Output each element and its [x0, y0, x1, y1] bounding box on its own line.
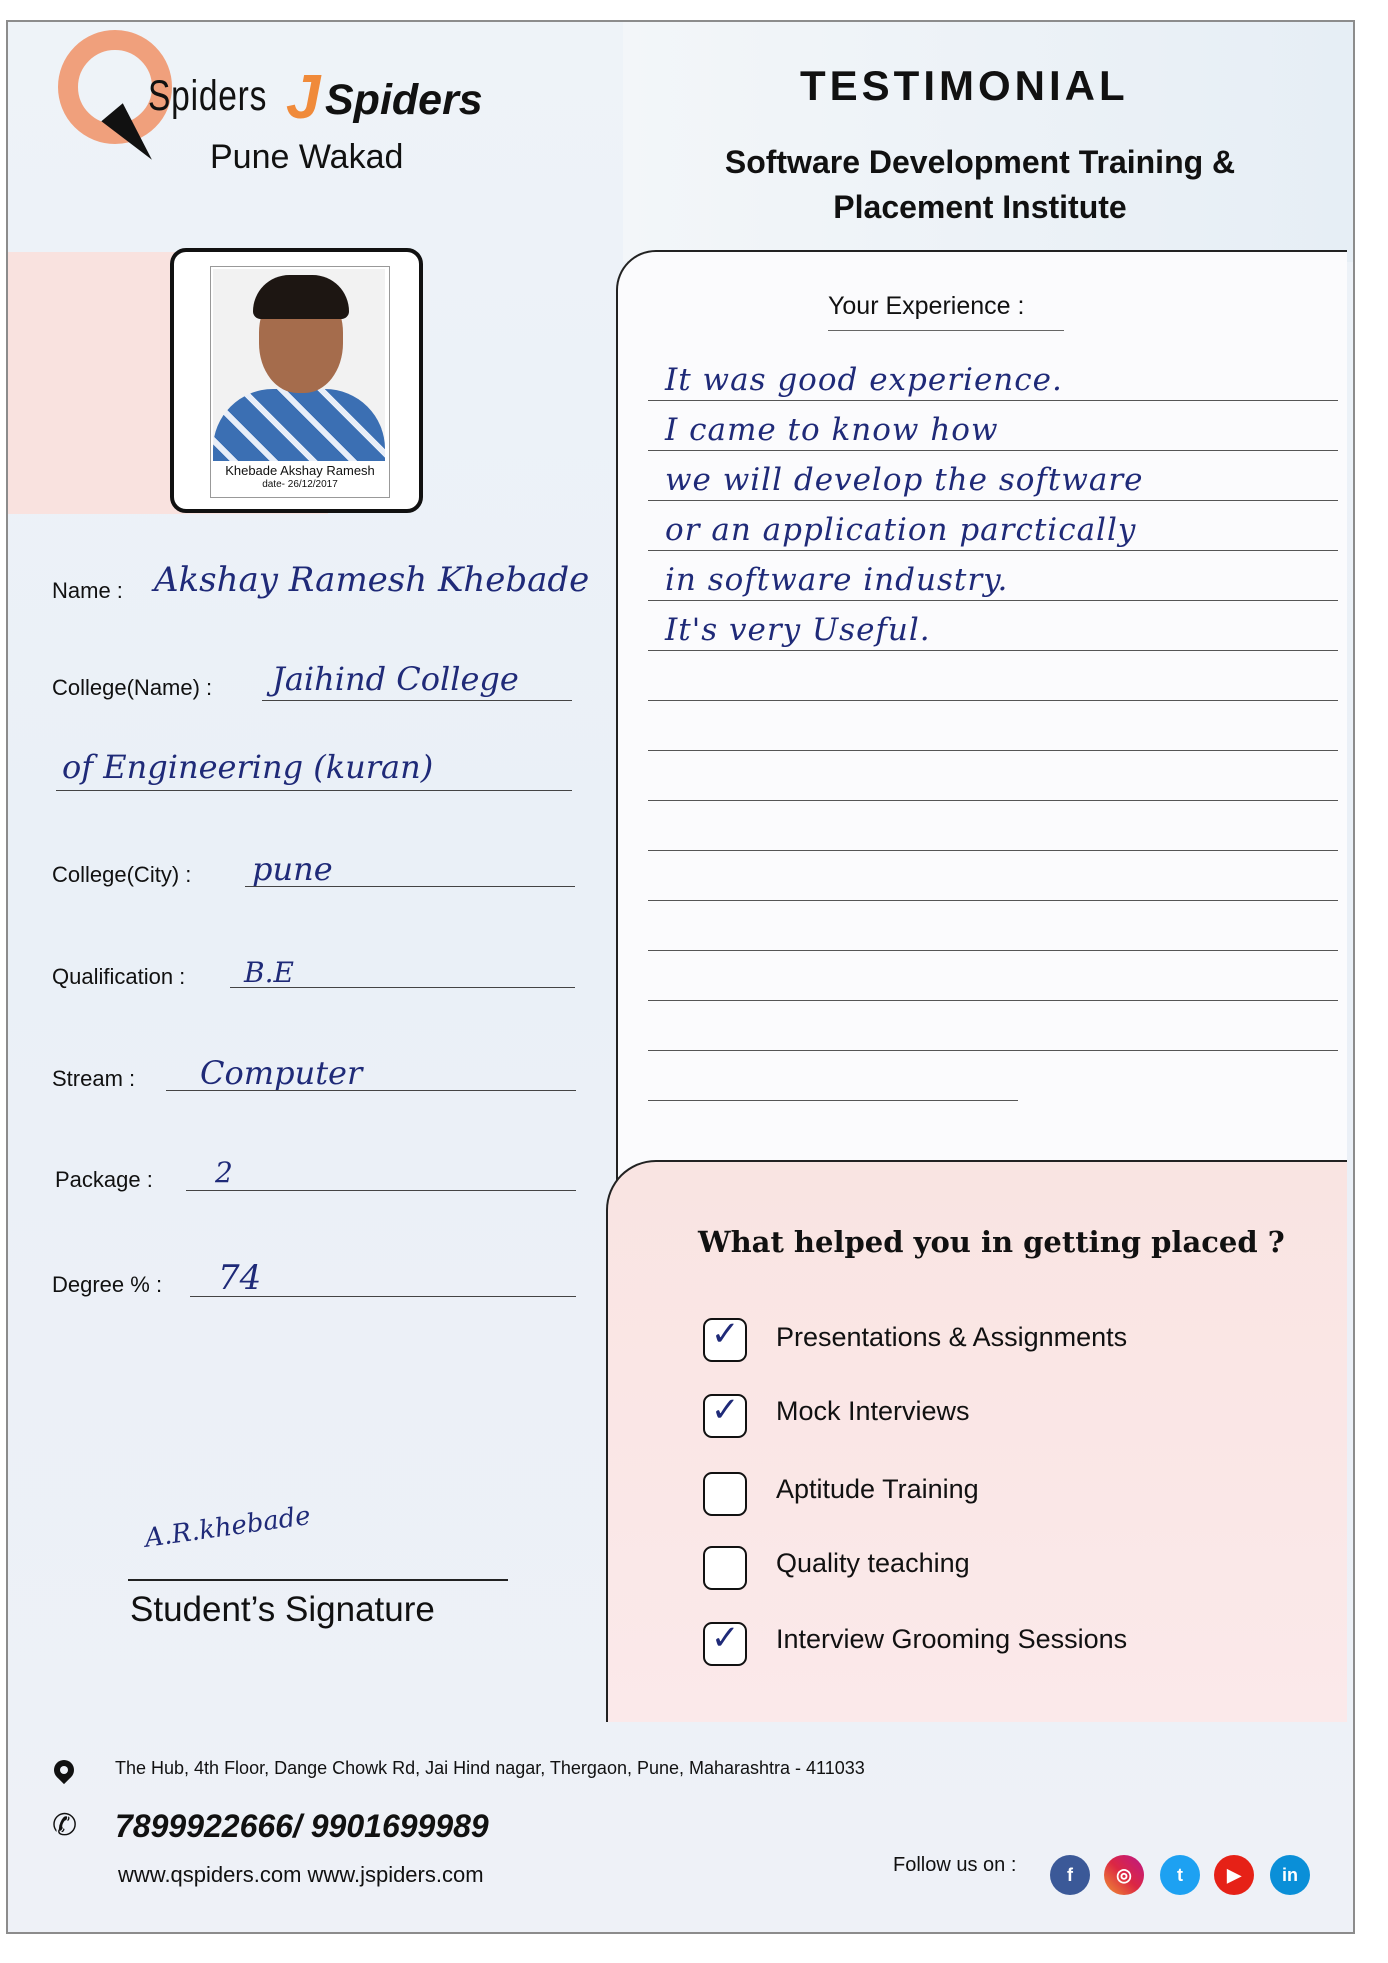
signature-line	[128, 1579, 508, 1581]
degree-label: Degree % :	[52, 1272, 163, 1297]
experience-rule	[648, 500, 1338, 501]
qualification-value: B.E	[244, 956, 294, 989]
qualification-label: Qualification :	[52, 964, 186, 989]
logo-jspiders-text: Spiders	[325, 76, 483, 124]
branch-name: Pune Wakad	[210, 138, 404, 176]
hair-shape	[253, 275, 349, 319]
experience-line-6: It's very Useful.	[665, 612, 931, 648]
instagram-icon[interactable]: ◎	[1104, 1855, 1144, 1895]
package-line	[186, 1190, 576, 1191]
experience-rule	[648, 900, 1338, 901]
subtitle-line-2: Placement Institute	[833, 189, 1127, 225]
college-name-label: College(Name) :	[52, 675, 213, 700]
college-name-line-1	[262, 700, 572, 701]
checkbox-mock-interviews[interactable]	[703, 1391, 747, 1438]
shirt-shape	[213, 389, 385, 461]
institute-subtitle	[640, 140, 1320, 230]
college-city-line	[245, 886, 575, 887]
linkedin-icon[interactable]: in	[1270, 1855, 1310, 1895]
option-grooming: Interview Grooming Sessions	[776, 1624, 1128, 1654]
experience-line-2: I came to know how	[665, 412, 999, 448]
degree-line	[190, 1296, 576, 1297]
experience-line-5: in software industry.	[665, 562, 1009, 598]
option-mock-interviews: Mock Interviews	[776, 1396, 970, 1426]
facebook-icon[interactable]: f	[1050, 1855, 1090, 1895]
degree-value: 74	[218, 1258, 262, 1298]
help-question: What helped you in getting placed ?	[698, 1225, 1285, 1259]
college-city-value: pune	[252, 850, 333, 888]
experience-rule	[648, 1000, 1338, 1001]
signature-label: Student’s Signature	[130, 1590, 435, 1629]
option-aptitude: Aptitude Training	[776, 1474, 979, 1504]
option-presentations: Presentations & Assignments	[776, 1322, 1128, 1352]
experience-title: Your Experience :	[828, 292, 1025, 320]
package-value: 2	[215, 1156, 233, 1189]
name-value: Akshay Ramesh Khebade	[154, 560, 590, 600]
experience-line-4: or an application parctically	[665, 512, 1137, 548]
experience-rule	[648, 800, 1338, 801]
student-signature: A.R.khebade	[142, 1500, 313, 1554]
college-name-line-2	[56, 790, 572, 791]
experience-line-3: we will develop the software	[665, 462, 1144, 498]
check-mark-icon: ✓	[711, 1315, 740, 1353]
website-links[interactable]: www.qspiders.com www.jspiders.com	[118, 1862, 484, 1887]
experience-rule	[648, 600, 1338, 601]
checkbox-quality-teaching[interactable]	[703, 1546, 747, 1590]
logo-qspiders-text: Spiders	[148, 72, 268, 120]
logo-j-letter: J	[286, 63, 321, 132]
experience-rule	[648, 400, 1338, 401]
experience-rule	[648, 850, 1338, 851]
name-label: Name :	[52, 578, 123, 603]
stream-label: Stream :	[52, 1066, 136, 1091]
option-quality-teaching: Quality teaching	[776, 1548, 970, 1578]
experience-rule	[648, 450, 1338, 451]
package-label: Package :	[55, 1167, 153, 1192]
college-name-value-2: of Engineering (kuran)	[62, 748, 434, 786]
youtube-icon[interactable]: ▶	[1214, 1855, 1254, 1895]
photo-caption-date: date- 26/12/2017	[262, 479, 338, 490]
subtitle-line-1: Software Development Training &	[724, 144, 1236, 180]
check-mark-icon: ✓	[711, 1619, 740, 1657]
document-title: TESTIMONIAL	[800, 62, 1129, 109]
address-text: The Hub, 4th Floor, Dange Chowk Rd, Jai Hind nagar, Thergaon, Pune, Maharashtra - 411033	[115, 1758, 865, 1778]
checkbox-presentations[interactable]	[703, 1315, 747, 1362]
experience-rule	[648, 1100, 1018, 1101]
experience-rule	[648, 550, 1338, 551]
college-city-label: College(City) :	[52, 862, 192, 887]
photo-caption-name: Khebade Akshay Ramesh	[225, 463, 375, 478]
twitter-icon[interactable]: t	[1160, 1855, 1200, 1895]
phone-icon: ✆	[52, 1809, 78, 1842]
experience-rule	[648, 950, 1338, 951]
experience-rule	[648, 650, 1338, 651]
experience-title-underline	[828, 330, 1064, 331]
check-mark-icon: ✓	[711, 1391, 740, 1429]
qualification-line	[230, 987, 575, 988]
photo-frame	[170, 248, 423, 513]
phone-numbers: 7899922666/ 9901699989	[115, 1808, 489, 1844]
stream-line	[166, 1090, 576, 1091]
stream-value: Computer	[200, 1054, 363, 1092]
checkbox-grooming[interactable]	[703, 1619, 747, 1666]
college-name-value-1: Jaihind College	[272, 660, 519, 698]
student-photo	[210, 266, 390, 498]
experience-line-1: It was good experience.	[665, 362, 1063, 398]
experience-rule	[648, 700, 1338, 701]
follow-label: Follow us on :	[893, 1854, 1017, 1876]
experience-rule	[648, 750, 1338, 751]
checkbox-aptitude[interactable]	[703, 1472, 747, 1516]
experience-rule	[648, 1050, 1338, 1051]
